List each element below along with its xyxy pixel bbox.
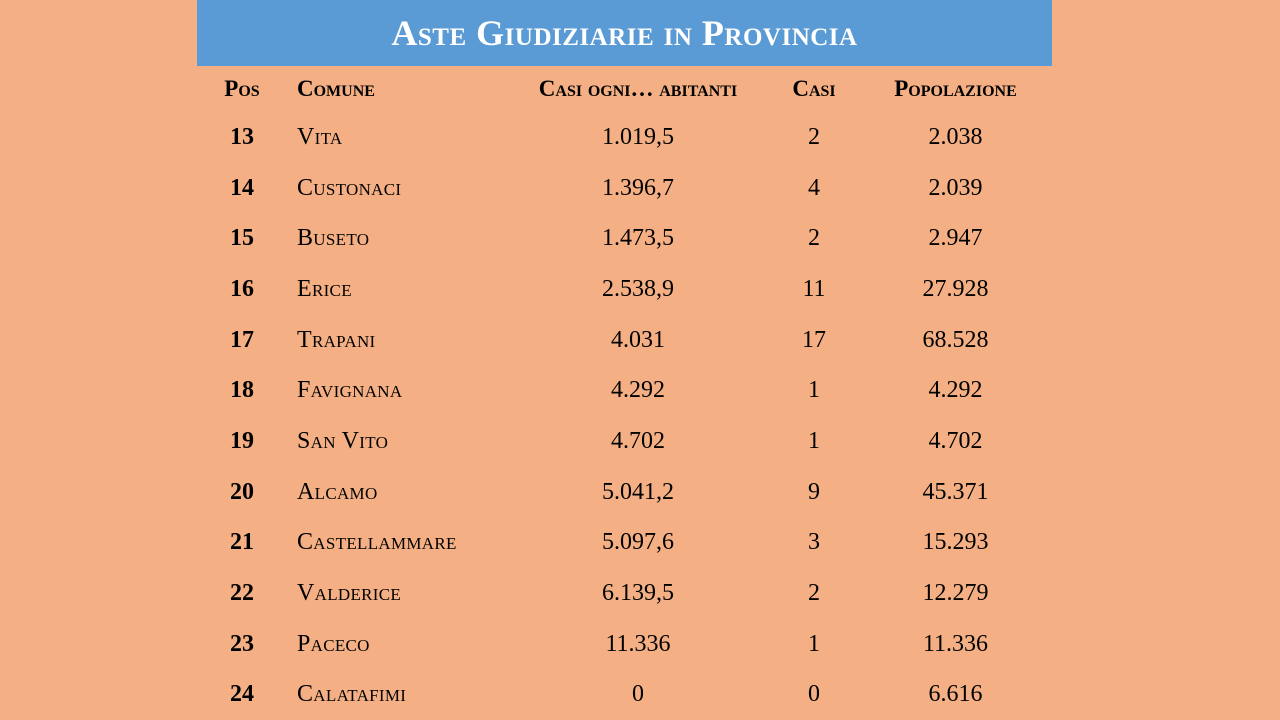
cell-casi-ogni: 1.473,5 xyxy=(602,225,674,252)
cell-comune: Castellammare xyxy=(297,529,457,556)
table-row xyxy=(197,365,1052,416)
cell-pos: 14 xyxy=(230,174,254,201)
cell-pos: 17 xyxy=(230,326,254,353)
cell-casi: 2 xyxy=(808,123,820,150)
table-row xyxy=(197,619,1052,670)
cell-pos: 22 xyxy=(230,580,254,607)
cell-casi: 1 xyxy=(808,427,820,454)
cell-pos: 21 xyxy=(230,529,254,556)
cell-popolazione: 27.928 xyxy=(922,275,989,302)
cell-comune: Paceco xyxy=(297,630,370,657)
table-row xyxy=(197,112,1052,163)
table-row xyxy=(197,163,1052,214)
column-header-popolazione: Popolazione xyxy=(894,76,1017,101)
table-row xyxy=(197,264,1052,315)
cell-casi: 11 xyxy=(802,275,826,302)
cell-pos: 16 xyxy=(230,275,254,302)
cell-comune: Calatafimi xyxy=(297,681,407,708)
column-header-casi-ogni: Casi ogni… abitanti xyxy=(538,76,738,101)
cell-comune: Valderice xyxy=(297,580,402,607)
cell-casi-ogni: 4.292 xyxy=(611,377,665,404)
cell-casi-ogni: 4.702 xyxy=(611,427,665,454)
cell-pos: 24 xyxy=(230,681,254,708)
cell-casi: 2 xyxy=(808,225,820,252)
cell-casi: 3 xyxy=(808,529,820,556)
cell-comune: Favignana xyxy=(297,377,403,404)
cell-casi: 1 xyxy=(808,377,820,404)
cell-comune: Vita xyxy=(297,123,343,150)
cell-popolazione: 2.038 xyxy=(928,123,983,150)
table-row xyxy=(197,568,1052,619)
cell-pos: 13 xyxy=(230,123,254,150)
cell-pos: 19 xyxy=(230,427,254,454)
cell-popolazione: 68.528 xyxy=(922,326,989,353)
cell-popolazione: 11.336 xyxy=(922,630,989,657)
cell-comune: San Vito xyxy=(297,427,389,454)
cell-casi-ogni: 5.041,2 xyxy=(602,478,674,505)
cell-casi: 1 xyxy=(808,630,820,657)
table-row xyxy=(197,213,1052,264)
cell-casi: 9 xyxy=(808,478,820,505)
cell-popolazione: 4.702 xyxy=(928,427,983,454)
table-row xyxy=(197,518,1052,569)
cell-popolazione: 15.293 xyxy=(922,529,989,556)
cell-popolazione: 45.371 xyxy=(922,478,989,505)
cell-casi: 17 xyxy=(802,326,826,353)
cell-popolazione: 6.616 xyxy=(928,681,983,708)
cell-popolazione: 2.039 xyxy=(928,174,983,201)
cell-popolazione: 12.279 xyxy=(922,580,989,607)
column-header-casi: Casi xyxy=(792,76,836,101)
cell-pos: 23 xyxy=(230,630,254,657)
cell-popolazione: 2.947 xyxy=(928,225,983,252)
ranking-table xyxy=(197,66,1052,720)
cell-comune: Alcamo xyxy=(297,478,378,505)
cell-comune: Erice xyxy=(297,275,352,302)
cell-comune: Custonaci xyxy=(297,174,402,201)
cell-casi-ogni: 5.097,6 xyxy=(602,529,674,556)
table-row xyxy=(197,416,1052,467)
cell-casi: 0 xyxy=(808,681,820,708)
cell-pos: 20 xyxy=(230,478,254,505)
cell-pos: 15 xyxy=(230,225,254,252)
title-banner xyxy=(197,0,1052,66)
cell-casi-ogni: 2.538,9 xyxy=(602,275,674,302)
cell-casi-ogni: 0 xyxy=(632,681,644,708)
cell-casi: 2 xyxy=(808,580,820,607)
cell-casi: 4 xyxy=(808,174,820,201)
cell-casi-ogni: 4.031 xyxy=(611,326,665,353)
cell-casi-ogni: 11.336 xyxy=(605,630,671,657)
column-header-comune: Comune xyxy=(297,76,375,101)
cell-popolazione: 4.292 xyxy=(928,377,983,404)
cell-comune: Trapani xyxy=(297,326,376,353)
cell-casi-ogni: 6.139,5 xyxy=(602,580,674,607)
table-row xyxy=(197,670,1052,720)
cell-casi-ogni: 1.019,5 xyxy=(602,123,674,150)
cell-comune: Buseto xyxy=(297,225,370,252)
cell-pos: 18 xyxy=(230,377,254,404)
table-header-row xyxy=(197,66,1052,112)
table-row xyxy=(197,315,1052,366)
table-row xyxy=(197,467,1052,518)
column-header-pos: Pos xyxy=(224,76,260,101)
cell-casi-ogni: 1.396,7 xyxy=(602,174,674,201)
page-title: Aste Giudiziarie in Provincia xyxy=(391,13,858,53)
